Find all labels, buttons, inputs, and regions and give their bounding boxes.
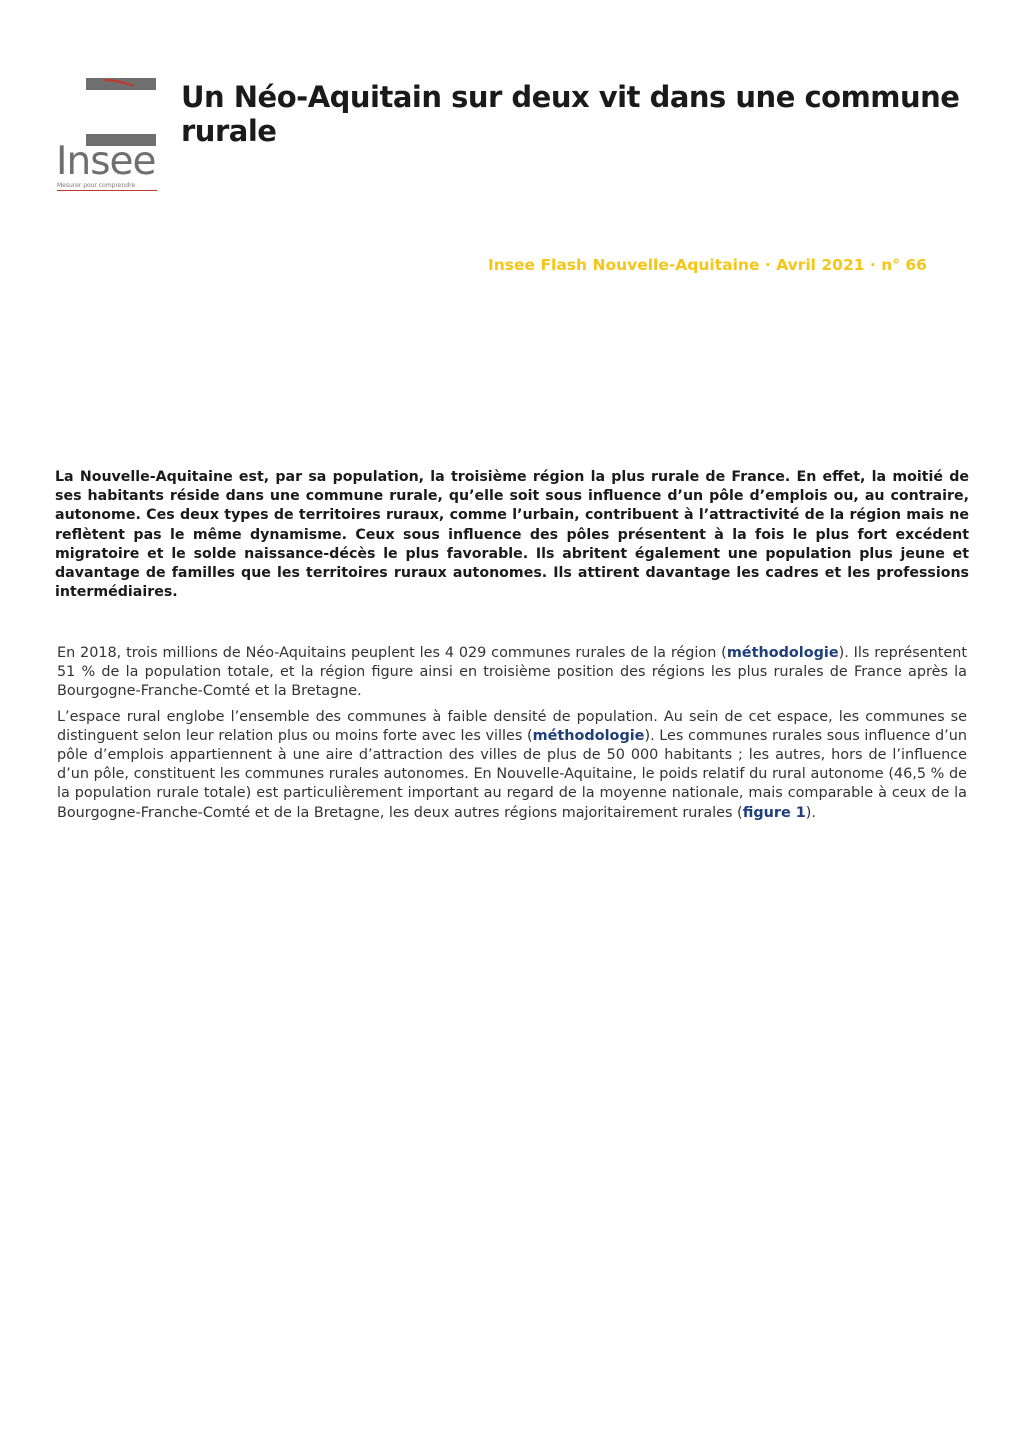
insee-logo	[56, 78, 156, 194]
methodology-link[interactable]: méthodologie	[726, 645, 839, 661]
paragraph-2-text-c: ).	[805, 804, 816, 821]
article-body	[57, 644, 967, 829]
paragraph-2-text-a: L’espace rural englobe l’ensemble des communes à faible densité de population. Au sein de cet espace, les communes se distinguent selon leur relation plus ou moins forte avec les villes (	[57, 708, 967, 744]
figure-1-link[interactable]: figure 1	[742, 804, 806, 821]
logo-tagline: Mesurer pour comprendre	[57, 182, 157, 191]
publication-info: Insee Flash Nouvelle-Aquitaine · Avril 2021 · n° 66	[488, 256, 927, 274]
paragraph-1-text-b: ). Ils représentent 51 % de la population totale, et la région figure ainsi en troisième position des régions les plus rurales de France après la Bourgogne-Franche-Comté et la Bretagne.	[57, 645, 967, 700]
page-title: Un Néo-Aquitain sur deux vit dans une commune rurale	[181, 80, 960, 148]
logo-wordmark: Insee	[56, 139, 156, 184]
paragraph-1-text-a: En 2018, trois millions de Néo-Aquitains peuplent les 4 029 communes rurales de la région (	[57, 645, 727, 661]
summary-paragraph: La Nouvelle-Aquitaine est, par sa population, la troisième région la plus rurale de France. En effet, la moitié de ses habitants réside dans une commune rurale, qu’elle soit sous influence d’un pôle d’emplois ou, au contraire, autonome. Ces deux types de territoires ruraux, comme l’urbain, contribuent à l’attractivité de la région mais ne reflètent pas le même dynamisme. Ceux sous influence des pôles présentent à la fois le plus fort excédent migratoire et le solde naissance-décès le plus favorable. Ils abritent également une population plus jeune et davantage de familles que les territoires ruraux autonomes. Ils attirent davantage les cadres et les professions intermédiaires.	[55, 469, 969, 601]
body-paragraph-2	[57, 708, 967, 823]
paragraph-2-text-b: ). Les communes rurales sous influence d’un pôle d’emplois appartiennent à une aire d’attraction des villes de plus de 50 000 habitants ; les autres, hors de l’influence d’un pôle, constituent les communes rurales autonomes. En Nouvelle-Aquitaine, le poids relatif du rural autonome (46,5 % de la population rurale totale) est particulièrement important au regard de la moyenne nationale, mais comparable à ceux de la Bourgogne-Franche-Comté et de la Bretagne, les deux autres régions majoritairement rurales (	[57, 727, 967, 821]
body-paragraph-1	[57, 644, 967, 702]
methodology-link-2[interactable]: méthodologie	[532, 727, 645, 744]
logo-accent-icon	[104, 79, 134, 87]
